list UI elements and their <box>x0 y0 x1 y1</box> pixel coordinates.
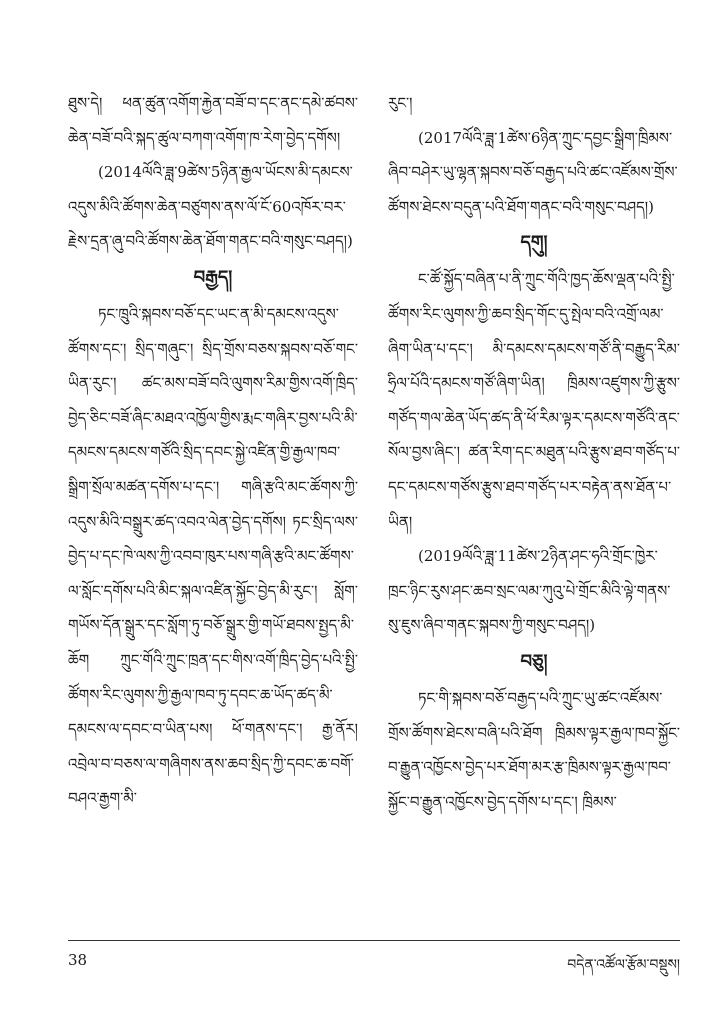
footer-rule <box>68 940 680 941</box>
section-heading: དགུ། <box>520 232 548 254</box>
body-paragraph: ཏང་ཁྲུའི་སྐབས་བཅོ་དང་ཡང་ན་མི་དམངས་འདུས་ཚོགས་དང་། སྲིད་གཞུང་། སྲིད་གྲོས་བཅས་སྐབས་བཅོ་གང་ཡིན་རུང་། ཚང་མས་བཟོ་བའི་ལུགས་རིམ་གྱིས་འགོ་ཁྲིད་བྱེད་ཅིང་བཟོ་ཞིང་མཐའ་འཁྱོལ་གྱིས་རྨང་གཞིར་བྱས་པའི་མི་དམངས་དམངས་གཙོའི་སྲིད་དབང་སྐྱེ་འཛིན་གྱི་རྒྱལ་ཁབ་སྒྲིག་སྲོལ་མཚན་དགོས་པ་དང་། གཞི་རྩའི་མང་ཚོགས་ཀྱི་འདུས་མིའི་བསྒྲུར་ཚད་འབའ་ལེན་བྱེད་དགོས། ཏང་སྲིད་ལས་བྱེད་པ་དང་ཁེ་ལས་ཀྱི་འབབ་ཁུར་པས་གཞི་རྩའི་མང་ཚོགས་ལ་སློང་དགོས་པའི་མིང་སྐལ་འཛིན་སྐྱོང་བྱེད་མི་རུང་། སློག་གཡོས་དོན་སྒྲུར་དང་སློག་ཏུ་བཅོ་སྒྲུར་གྱི་གཡོ་ཐབས་སྤྱད་མི་ཆོག ཀྲུང་གོའི་ཀྲུང་ཁྲན་དང་གིས་འགོ་ཁྲིད་བྱེད་པའི་སྤྱི་ཚོགས་རིང་ལུགས་ཀྱི་རྒྱལ་ཁབ་ཏུ་དབང་ཆ་ཡོད་ཚད་མི་དམངས་ལ་དབང་བ་ཡིན་པས། ཕོ་གནས་དང་། རྒྱ་ནོར། འབྲེལ་བ་བཅས་ལ་གཞིགས་ནས་ཆབ་སྲིད་ཀྱི་དབང་ཆ་བགོ་བཤའ་རྒྱག་མི་ <box>68 304 358 808</box>
source-citation: (2014ལོའི་ཟླ་9ཚེས་5ཉིན་རྒྱལ་ཡོངས་མི་དམངས་འདུས་མིའི་ཚོགས་ཆེན་བཙུགས་ནས་ལོ་ངོ་60འཁོར་བར་རྗེས་དྲན་ཞུ་བའི་ཚོགས་ཆེན་ཐོག་གནང་བའི་གསུང་བཤད།) <box>68 163 353 251</box>
source-citation: (2019ལོའི་ཟླ་11ཚེས་2ཉིན་ཤང་ཧའི་གྲོང་ཁྱེར་ཁྲང་ཉིང་རུས་ཤང་ཆབ་སྲང་ལམ་ཀུའུ་པེ་གྲོང་མིའི་ལྟེ་གནས་སུ་ཇུས་ཞིབ་གནང་སྐབས་ཀྱི་གསུང་བཤད།) <box>388 547 671 635</box>
page-number: 38 <box>68 951 88 969</box>
source-citation: (2017ལོའི་ཟླ་1ཚེས་6ཉིན་ཀྲུང་དབྱང་སྒྲིག་ཁྲིམས་ཞིབ་བཤེར་ཡུ་ལྷན་སྐབས་བཅོ་བརྒྱད་པའི་ཚང་འཛོམས་གྲོས་ཚོགས་ཐེངས་བདུན་པའི་ཐོག་གནང་བའི་གསུང་བཤད།) <box>388 128 678 216</box>
body-paragraph: ང་ཚོ་སྐྱོད་བཞིན་པ་ནི་ཀྲུང་གོའི་ཁྱད་ཆོས་ལྡན་པའི་སྤྱི་ཚོགས་རིང་ལུགས་ཀྱི་ཆབ་སྲིད་གོང་དུ་སྤེལ་བའི་འགྲོ་ལམ་ཞིག་ཡིན་པ་དང་། མི་དམངས་དམངས་གཙོ་ནི་བརྒྱུད་རིམ་ཧྲིལ་པོའི་དམངས་གཙོ་ཞིག་ཡིན། ཁྲིམས་འཛུགས་ཀྱི་རྩུས་གཙོད་གལ་ཆེན་ཡོད་ཚད་ནི་ཕོ་རིམ་ལྟར་དམངས་གཙོའི་ནང་སོལ་བྱས་ཞིང་། ཚན་རིག་དང་མཐུན་པའི་རྩུས་ཐབ་གཙོད་པ་དང་དམངས་གཙོས་རྩུས་ཐབ་གཙོད་པར་བརྟེན་ནས་ཐོན་པ་ཡིན། <box>388 270 680 531</box>
body-paragraph: ཏང་གི་སྐབས་བཅོ་བརྒྱད་པའི་ཀྲུང་ཡུ་ཚང་འཛོམས་གྲོས་ཚོགས་ཐེངས་བཞི་པའི་ཐོག ཁྲིམས་ལྟར་རྒྱལ་ཁབ་སྐྱོང་བ་རྒྱུན་འཁྱོངས་བྱེད་པར་ཐོག་མར་རྩ་ཁྲིམས་ལྟར་རྒྱལ་ཁབ་སྐྱོང་བ་རྒྱུན་འཁྱོངས་བྱེད་དགོས་པ་དང་། ཁྲིམས་ <box>388 688 680 811</box>
body-paragraph: ཐུས་དེ། ཕན་ཚུན་འགོག་རྐྱེན་བཟོ་བ་དང་ནང་དམེ་ཚབས་ཆེན་བཟོ་བའི་སྐད་ཚུལ་བཀག་འགོག་ཁ་རེག་བྱེད་དགོས། <box>68 94 358 147</box>
running-title: བདེན་འཚོལ་རྩོམ་བསྡུས། <box>567 957 680 973</box>
section-heading: བཅུ། <box>520 650 548 672</box>
section-heading: བརྒྱད། <box>193 266 233 288</box>
left-column <box>68 86 358 816</box>
right-column <box>388 86 680 819</box>
body-paragraph: རུང་། <box>388 94 413 112</box>
